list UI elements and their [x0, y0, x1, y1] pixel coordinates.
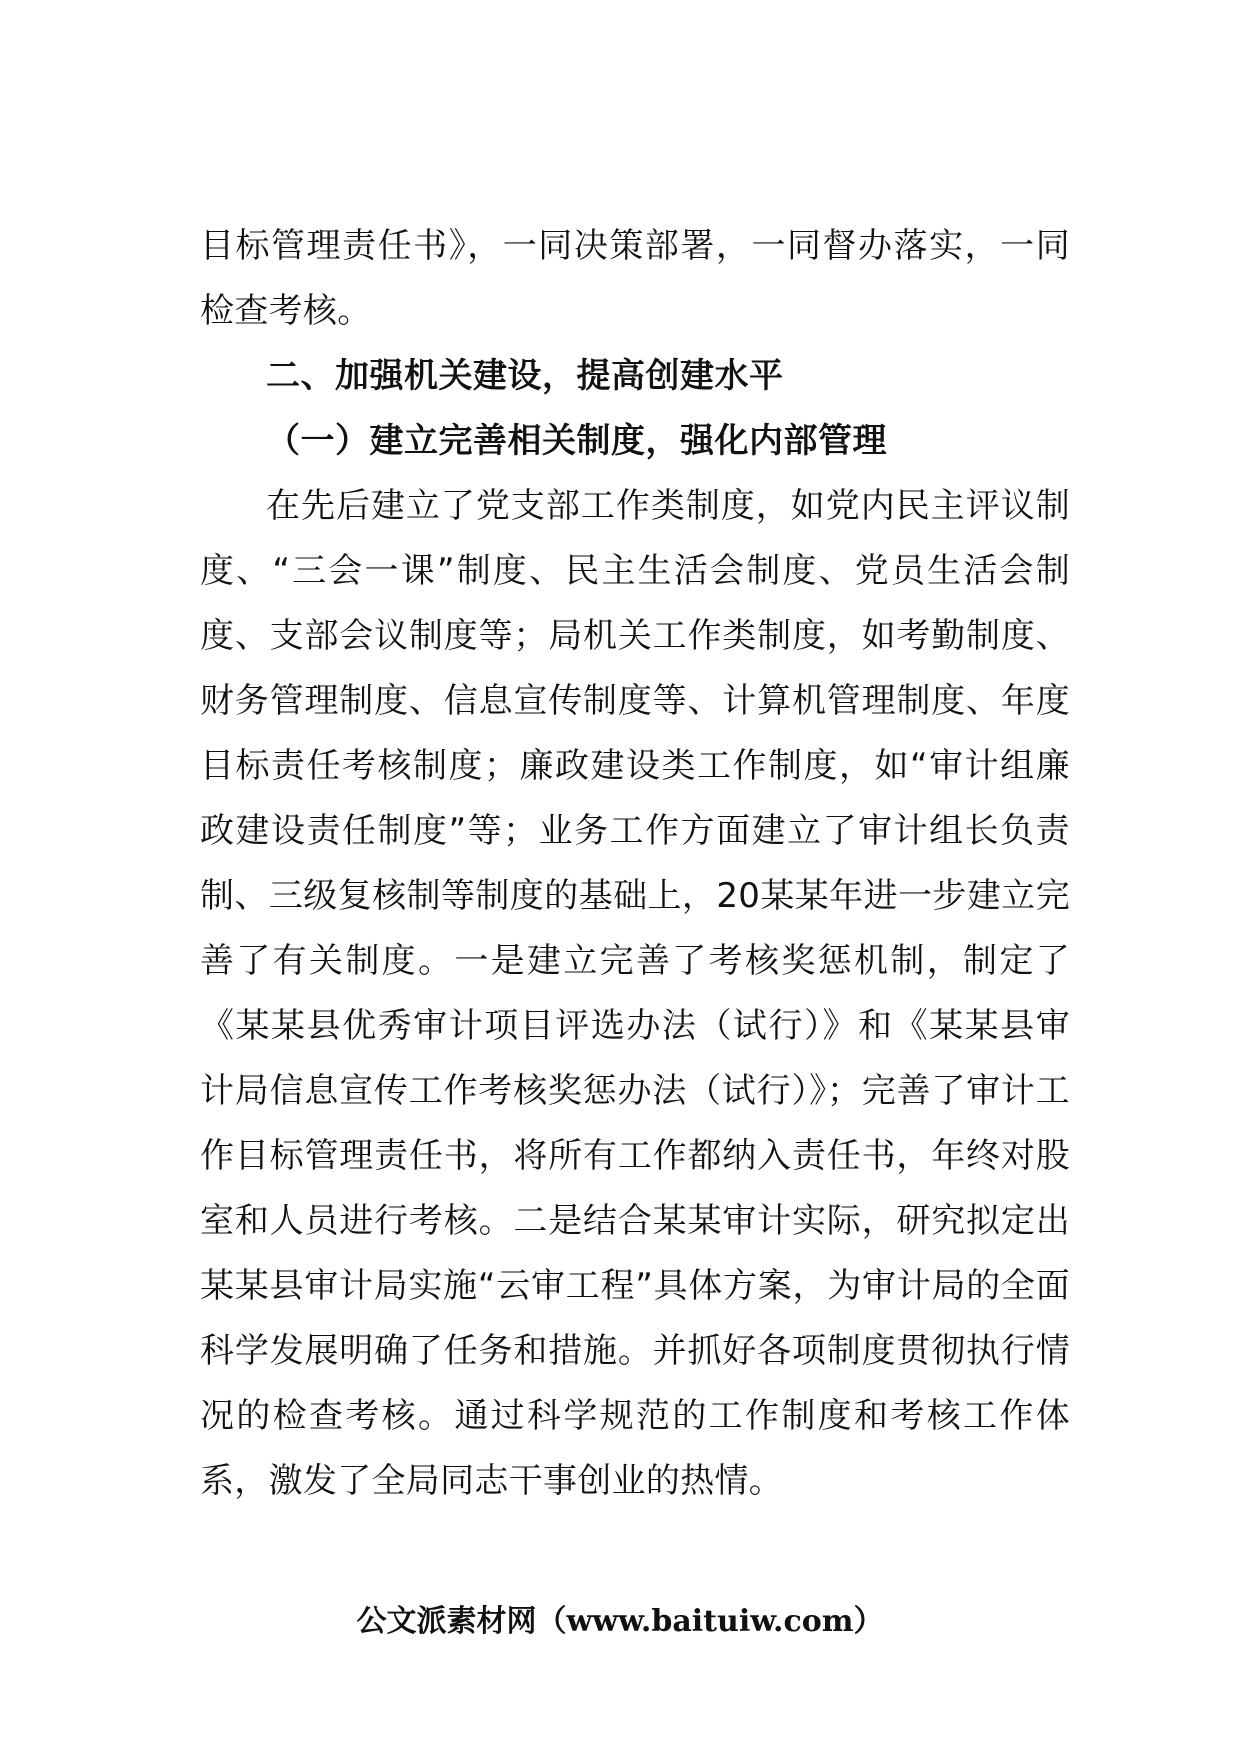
paragraph-continuation: 目标管理责任书》，一同决策部署，一同督办落实，一同检查考核。 [200, 226, 1070, 331]
body-paragraph: 在先后建立了党支部工作类制度，如党内民主评议制度、“三会一课”制度、民主生活会制度、党员生活会制度、支部会议制度等；局机关工作类制度，如考勤制度、财务管理制度、信息宣传制度等、计算机管理制度、年度目标责任考核制度；廉政建设类工作制度，如“审计组廉政建设责任制度”等；业务工作方面建立了审计组长负责制、三级复核制等制度的基础上，20某某年进一步建立完善了有关制度。一是建立完善了考核奖惩机制，制定了《某某县优秀审计项目评选办法（试行）》和《某某县审计局信息宣传工作考核奖惩办法（试行）》；完善了审计工作目标管理责任书，将所有工作都纳入责任书，年终对股室和人员进行考核。二是结合某某审计实际，研究拟定出某某县审计局实施“云审工程”具体方案，为审计局的全面科学发展明确了任务和措施。并抓好各项制度贯彻执行情况的检查考核。通过科学规范的工作制度和考核工作体系，激发了全局同志干事创业的热情。 [200, 486, 1070, 1501]
section-heading: 二、加强机关建设，提高创建水平 [266, 356, 784, 396]
subsection-heading: （一）建立完善相关制度，强化内部管理 [266, 421, 887, 461]
footer-watermark-text: 公文派素材网（www.baituiw.com） [356, 1604, 884, 1639]
document-body [200, 214, 1070, 1514]
